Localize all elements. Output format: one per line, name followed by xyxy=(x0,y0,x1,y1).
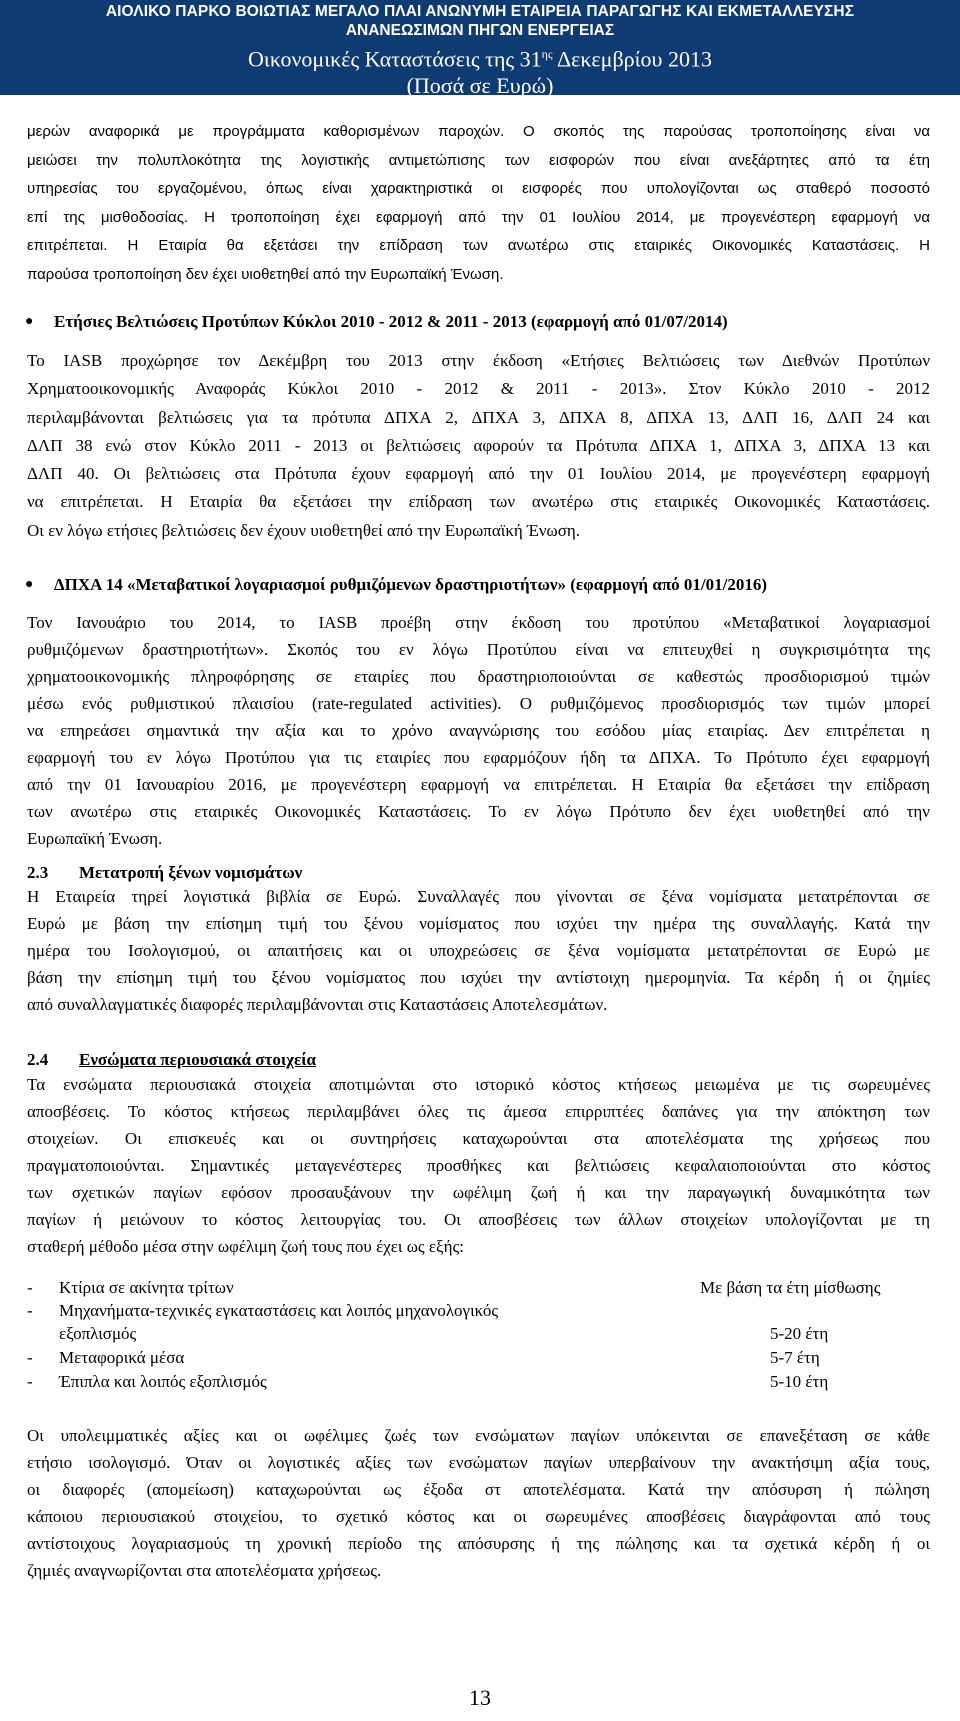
list-item: - Έπιπλα και λοιπός εξοπλισμός 5-10 έτη xyxy=(27,1372,829,1391)
text-line: μειώσει την πολυπλοκότητα της λογιστικής αντιμετώπισης των εισφορών που είναι ανεξάρτητες από τα έτη xyxy=(27,151,930,169)
text-line: επί της μισθοδοσίας. Η τροποποίηση έχει εφαρμογή από την 01 Ιουλίου 2014, με προγενέστερη εφαρμογή να xyxy=(27,208,930,226)
asset-category: Κτίρια σε ακίνητα τρίτων xyxy=(59,1278,234,1297)
asset-category: Έπιπλα και λοιπός εξοπλισμός xyxy=(59,1372,267,1391)
text-line: να επηρεάσει σημαντικά την αξία και το χρόνο αναγνώρισης του εσόδου μίας εταιρίας. Δεν επιτρέπεται η xyxy=(27,721,930,740)
text-line: μέσω ενός ρυθμιστικού πλαισίου (rate-regulated activities). Ο ρυθμιζόμενος προσδιορισμός των τιμών μπορεί xyxy=(27,694,930,713)
list-item: - Μεταφορικά μέσα 5-7 έτη xyxy=(27,1348,820,1367)
useful-life-value: 5-20 έτη xyxy=(770,1324,829,1343)
asset-category: Μεταφορικά μέσα xyxy=(59,1348,185,1367)
text-line: Χρηματοοικονομικής Αναφοράς Κύκλοι 2010 - 2012 & 2011 - 2013». Στον Κύκλο 2010 - 2012 xyxy=(27,379,930,399)
text-line: ΔΛΠ 40. Οι βελτιώσεις στα Πρότυπα έχουν εφαρμογή από την 01 Ιουλίου 2014, με προγενέστερη εφαρμογή xyxy=(27,464,930,484)
bullet-icon: ● xyxy=(25,314,34,329)
text-line: παρούσα τροποποίηση δεν έχει υιοθετηθεί από την Ευρωπαϊκή Ένωση. xyxy=(27,265,504,283)
asset-category: Μηχανήματα-τεχνικές εγκαταστάσεις και λοιπός μηχανολογικός xyxy=(59,1301,499,1320)
list-item: - Μηχανήματα-τεχνικές εγκαταστάσεις και λοιπός μηχανολογικός xyxy=(27,1301,499,1320)
text-line: να επιτρέπεται. Η Εταιρία θα εξετάσει την επίδραση των ανωτέρω στις εταιρικές Οικονομικές Καταστάσεις. xyxy=(27,492,930,512)
text-line: Το IASB προχώρησε τον Δεκέμβρη του 2013 στην έκδοση «Ετήσιες Βελτιώσεις των Διεθνών Προτύπων xyxy=(27,351,930,370)
text-line: μερών αναφορικά με προγράμματα καθορισμένων παροχών. Ο σκοπός της παρούσας τροποποίησης είναι να xyxy=(27,123,930,140)
annual-improvements-paragraph xyxy=(27,347,930,545)
text-line: σταθερή μέθοδο μέσα στην ωφέλιμη ζωή τους που έχει ως εξής: xyxy=(27,1237,464,1256)
text-line: παγίων ή μειώνουν το κόστος λειτουργίας του. Οι αποσβέσεις των άλλων στοιχείων υπολογίζονται με τη xyxy=(27,1210,930,1229)
useful-life-value: 5-10 έτη xyxy=(770,1372,829,1391)
fixed-assets-paragraph xyxy=(27,1071,930,1260)
currency-translation-paragraph xyxy=(27,883,930,1018)
text-line: ΔΛΠ 38 ενώ στον Κύκλο 2011 - 2013 οι βελτιώσεις αφορούν τα Πρότυπα ΔΠΧΑ 1, ΔΠΧΑ 3, ΔΠΧΑ 13 και xyxy=(27,435,930,455)
text-line: Οι υπολειμματικές αξίες και οι ωφέλιμες ζωές των ενσώματων παγίων υπόκεινται σε επανεξέταση σε κάθε xyxy=(27,1426,930,1445)
text-line: από την 01 Ιανουαρίου 2016, με προγενέστερη εφαρμογή να επιτρέπεται. Η Εταιρία θα εξετάσει την επίδραση xyxy=(27,775,930,794)
useful-life-value: Με βάση τα έτη μίσθωσης xyxy=(700,1278,881,1297)
asset-category: εξοπλισμός xyxy=(59,1324,137,1343)
section-title: Ενσώματα περιουσιακά στοιχεία xyxy=(79,1050,316,1069)
bullet-title: ΔΠΧΑ 14 «Μεταβατικοί λογαριασμοί ρυθμιζόμενων δραστηριοτήτων» (εφαρμογή από 01/01/2016) xyxy=(54,575,767,594)
section-heading-2-3 xyxy=(27,863,302,883)
text-line: Τον Ιανουάριο του 2014, το IASB προέβη στην έκδοση του προτύπου «Μεταβατικοί λογαριασμοί xyxy=(27,613,930,632)
ifrs14-paragraph xyxy=(27,609,930,852)
statements-title: Οικονομικές Καταστάσεις της $31^{\eta\varsigma}$ Δεκεμβρίου 2013 xyxy=(248,46,712,72)
text-line: αντίστοιχους λογαριασμούς τη χρονική περίοδο της απόσυρσης ή της πώλησης και τα σχετικά κέρδη ή οι xyxy=(27,1534,930,1553)
text-line: Τα ενσώματα περιουσιακά στοιχεία αποτιμώνται στο ιστορικό κόστος κτήσεως μειωμένα με τις σωρευμένες xyxy=(27,1075,930,1094)
text-line: των σχετικών παγίων εφόσον προσαυξάνουν την ωφέλιμη ζωή ή και την παραγωγική δυναμικότητα των xyxy=(27,1183,930,1202)
list-item xyxy=(27,1324,930,1346)
text-line: των ανωτέρω στις εταιρικές Οικονομικές Καταστάσεις. Το εν λόγω Πρότυπο δεν έχει υιοθετηθεί από την xyxy=(27,802,930,821)
company-name-line2: ΑΝΑΝΕΩΣΙΜΩΝ ΠΗΓΩΝ ΕΝΕΡΓΕΙΑΣ xyxy=(345,22,615,39)
text-line: περιλαμβάνονται βελτιώσεις για τα πρότυπα ΔΠΧΑ 2, ΔΠΧΑ 3, ΔΠΧΑ 8, ΔΠΧΑ 13, ΔΛΠ 16, ΔΛΠ 24 και xyxy=(27,407,930,427)
page-number: 13 xyxy=(469,1685,491,1710)
bullet-annual-improvements xyxy=(0,312,940,336)
useful-life-value: 5-7 έτη xyxy=(770,1348,820,1367)
text-line: Η Εταιρεία τηρεί λογιστικά βιβλία σε Ευρώ. Συναλλαγές που γίνονται σε ξένα νομίσματα μετατρέπονται σε xyxy=(27,887,930,906)
text-line: από συναλλαγματικές διαφορές περιλαμβάνονται στις Καταστάσεις Αποτελεσμάτων. xyxy=(27,995,608,1014)
currency-note: (Ποσά σε Ευρώ) xyxy=(406,73,554,99)
text-line: ζημιές αναγνωρίζονται στα αποτελέσματα χρήσεως. xyxy=(27,1561,382,1580)
fixed-assets-closing-paragraph xyxy=(27,1422,930,1584)
company-name-line1: ΑΙΟΛΙΚΟ ΠΑΡΚΟ ΒΟΙΩΤΙΑΣ ΜΕΓΑΛΟ ΠΛΑΙ ΑΝΩΝΥΜΗ ΕΤΑΙΡΕΙΑ ΠΑΡΑΓΩΓΗΣ ΚΑΙ ΕΚΜΕΤΑΛΛΕΥΣΗΣ xyxy=(105,3,855,20)
text-line: αποσβέσεις. Το κόστος κτήσεως περιλαμβάνει όλες τις άμεσα επιρριπτέες δαπάνες για την απόκτηση των xyxy=(27,1102,930,1121)
text-line: πραγματοποιούνται. Σημαντικές μεταγενέστερες προσθήκες και βελτιώσεις κεφαλαιοποιούνται στο κόστος xyxy=(27,1156,930,1175)
text-line: χρηματοοικονομικής πληροφόρησης σε εταιρίες που δραστηριοποιούνται σε καθεστώς προσδιορισμού τιμών xyxy=(27,667,930,686)
text-line: κάποιου περιουσιακού στοιχείου, το σχετικό κόστος και οι σωρευμένες αποσβέσεις διαγράφονται από τους xyxy=(27,1507,930,1526)
text-line: υπηρεσίας του εργαζομένου, όπως είναι χαρακτηριστικά οι εισφορές που υπολογίζονται ως σταθερό ποσοστό xyxy=(27,180,930,198)
intro-paragraph xyxy=(27,118,930,290)
section-number: 2.3 xyxy=(27,863,49,882)
section-number: 2.4 xyxy=(27,1050,49,1069)
text-line: εφαρμογή του εν λόγω Προτύπου για τις εταιρίες που εφαρμόζουν ήδη τα ΔΠΧΑ. Το Πρότυπο έχει εφαρμογή xyxy=(27,748,930,767)
text-line: ρυθμιζόμενων δραστηριοτήτων». Σκοπός του εν λόγω Προτύπου είναι να επιτευχθεί η συγκρισιμότητα της xyxy=(27,640,930,659)
text-line: Οι εν λόγω ετήσιες βελτιώσεις δεν έχουν υιοθετηθεί από την Ευρωπαϊκή Ένωση. xyxy=(27,520,581,540)
bullet-icon: ● xyxy=(25,577,34,592)
list-item: - Κτίρια σε ακίνητα τρίτων Με βάση τα έτη μίσθωσης xyxy=(27,1278,881,1297)
text-line: ετήσιο ισολογισμό. Όταν οι λογιστικές αξίες των ενσώματων παγίων υπερβαίνουν την ανακτήσιμη αξία τους, xyxy=(27,1453,930,1472)
section-title: Μετατροπή ξένων νομισμάτων xyxy=(79,863,303,882)
text-line: Ευρώ με βάση την επίσημη τιμή του ξένου νομίσματος που ισχύει την ημέρα της συναλλαγής. Κατά την xyxy=(27,914,930,933)
text-line: οι διαφορές (απομείωση) καταχωρούνται ως έξοδα στ αποτελέσματα. Κατά την απόσυρση ή πώληση xyxy=(27,1480,930,1499)
text-line: ημέρα του Ισολογισμού, οι απαιτήσεις και οι υποχρεώσεις σε ξένα νομίσματα μετατρέπονται σε Ευρώ με xyxy=(27,941,930,960)
section-heading-2-4 xyxy=(27,1050,316,1070)
text-line: βάση την επίσημη τιμή του ξένου νομίσματος που ισχύει την αντίστοιχη ημερομηνία. Τα κέρδη ή οι ζημίες xyxy=(27,968,930,987)
bullet-title: Ετήσιες Βελτιώσεις Προτύπων Κύκλοι 2010 - 2012 & 2011 - 2013 (εφαρμογή από 01/07/2014) xyxy=(54,312,728,331)
bullet-ifrs14 xyxy=(0,575,940,599)
text-line: στοιχείων. Οι επισκευές και οι συντηρήσεις καταχωρούνται στα αποτελέσματα της χρήσεως που xyxy=(27,1129,930,1148)
text-line: επιτρέπεται. Η Εταιρία θα εξετάσει την επίδραση των ανωτέρω στις εταιρικές Οικονομικές Καταστάσεις. Η xyxy=(27,237,930,255)
text-line: Ευρωπαϊκή Ένωση. xyxy=(27,829,163,848)
